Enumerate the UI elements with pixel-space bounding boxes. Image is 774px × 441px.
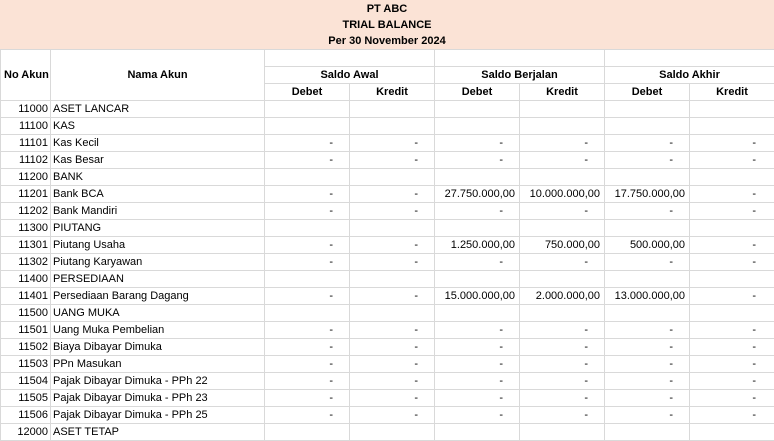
saldo-berjalan-debet-cell[interactable]: -: [435, 339, 520, 356]
saldo-akhir-kredit-cell[interactable]: -: [690, 390, 774, 407]
saldo-berjalan-kredit-cell[interactable]: [520, 220, 605, 237]
saldo-awal-debet-cell[interactable]: [265, 118, 350, 135]
saldo-berjalan-debet-cell[interactable]: -: [435, 322, 520, 339]
saldo-berjalan-debet-cell[interactable]: 1.250.000,00: [435, 237, 520, 254]
saldo-berjalan-kredit-cell[interactable]: [520, 271, 605, 288]
account-name-cell[interactable]: Pajak Dibayar Dimuka - PPh 22: [51, 373, 265, 390]
saldo-berjalan-debet-cell[interactable]: -: [435, 356, 520, 373]
saldo-berjalan-debet-cell[interactable]: [435, 271, 520, 288]
saldo-awal-debet-cell[interactable]: -: [265, 203, 350, 220]
table-row: [1, 356, 774, 373]
saldo-akhir-debet-cell[interactable]: 17.750.000,00: [605, 186, 690, 203]
saldo-akhir-kredit-cell[interactable]: [690, 424, 774, 441]
table-row: [1, 237, 774, 254]
saldo-awal-kredit-cell[interactable]: -: [350, 254, 435, 271]
saldo-akhir-debet-cell[interactable]: [605, 101, 690, 118]
saldo-awal-debet-cell[interactable]: -: [265, 339, 350, 356]
table-row: [1, 339, 774, 356]
account-name-cell[interactable]: PPn Masukan: [51, 356, 265, 373]
saldo-berjalan-debet-cell[interactable]: [435, 101, 520, 118]
col-kredit[interactable]: Kredit: [350, 84, 435, 101]
saldo-berjalan-kredit-cell[interactable]: [520, 101, 605, 118]
table-row: [1, 152, 774, 169]
col-debet[interactable]: Debet: [435, 84, 520, 101]
table-row: [1, 186, 774, 203]
table-row: [1, 288, 774, 305]
table-row: [1, 220, 774, 237]
saldo-awal-debet-cell[interactable]: -: [265, 390, 350, 407]
saldo-awal-debet-cell[interactable]: -: [265, 288, 350, 305]
account-name-cell[interactable]: Piutang Usaha: [51, 237, 265, 254]
table-row: [1, 390, 774, 407]
saldo-awal-debet-cell[interactable]: -: [265, 373, 350, 390]
saldo-akhir-kredit-cell[interactable]: [690, 220, 774, 237]
account-name-cell[interactable]: Kas Kecil: [51, 135, 265, 152]
saldo-berjalan-kredit-cell[interactable]: 2.000.000,00: [520, 288, 605, 305]
saldo-awal-kredit-cell[interactable]: -: [350, 407, 435, 424]
account-number-cell[interactable]: 11401: [1, 288, 51, 305]
saldo-awal-debet-cell[interactable]: -: [265, 407, 350, 424]
table-body: [1, 101, 774, 441]
saldo-awal-kredit-cell[interactable]: -: [350, 322, 435, 339]
saldo-awal-kredit-cell[interactable]: -: [350, 288, 435, 305]
account-number-cell[interactable]: 11200: [1, 169, 51, 186]
account-number-cell[interactable]: 11501: [1, 322, 51, 339]
saldo-awal-debet-cell[interactable]: -: [265, 135, 350, 152]
saldo-awal-debet-cell[interactable]: -: [265, 152, 350, 169]
saldo-akhir-debet-cell[interactable]: -: [605, 356, 690, 373]
table-row: [1, 373, 774, 390]
saldo-berjalan-kredit-cell[interactable]: 750.000,00: [520, 237, 605, 254]
saldo-berjalan-debet-cell[interactable]: [435, 220, 520, 237]
saldo-akhir-debet-cell[interactable]: -: [605, 203, 690, 220]
saldo-berjalan-kredit-cell[interactable]: [520, 118, 605, 135]
saldo-awal-debet-cell[interactable]: -: [265, 322, 350, 339]
report-period: Per 30 November 2024: [328, 33, 445, 49]
saldo-awal-kredit-cell[interactable]: -: [350, 186, 435, 203]
account-number-cell[interactable]: 11101: [1, 135, 51, 152]
account-number-cell[interactable]: 11504: [1, 373, 51, 390]
saldo-akhir-debet-cell[interactable]: [605, 424, 690, 441]
account-name-cell[interactable]: Persediaan Barang Dagang: [51, 288, 265, 305]
saldo-akhir-kredit-cell[interactable]: -: [690, 322, 774, 339]
report-name: TRIAL BALANCE: [342, 17, 431, 33]
account-number-cell[interactable]: 11102: [1, 152, 51, 169]
saldo-berjalan-debet-cell[interactable]: 15.000.000,00: [435, 288, 520, 305]
saldo-akhir-kredit-cell[interactable]: [690, 118, 774, 135]
saldo-akhir-debet-cell[interactable]: 13.000.000,00: [605, 288, 690, 305]
col-debet[interactable]: Debet: [265, 84, 350, 101]
account-number-cell[interactable]: 11400: [1, 271, 51, 288]
saldo-akhir-debet-cell[interactable]: [605, 118, 690, 135]
saldo-akhir-kredit-cell[interactable]: -: [690, 152, 774, 169]
table-row: [1, 254, 774, 271]
saldo-awal-kredit-cell[interactable]: [350, 305, 435, 322]
saldo-akhir-kredit-cell[interactable]: [690, 169, 774, 186]
saldo-awal-debet-cell[interactable]: [265, 101, 350, 118]
saldo-berjalan-debet-cell[interactable]: [435, 424, 520, 441]
account-number-cell[interactable]: 11301: [1, 237, 51, 254]
saldo-akhir-debet-cell[interactable]: -: [605, 135, 690, 152]
saldo-awal-kredit-cell[interactable]: -: [350, 356, 435, 373]
account-name-cell[interactable]: Biaya Dibayar Dimuka: [51, 339, 265, 356]
saldo-berjalan-kredit-cell[interactable]: -: [520, 356, 605, 373]
col-kredit[interactable]: Kredit: [690, 84, 774, 101]
account-name-cell[interactable]: PIUTANG: [51, 220, 265, 237]
saldo-berjalan-debet-cell[interactable]: -: [435, 407, 520, 424]
header-spacer-cell[interactable]: [265, 50, 435, 67]
account-name-cell[interactable]: Bank Mandiri: [51, 203, 265, 220]
header-spacer-cell[interactable]: [605, 50, 774, 67]
saldo-akhir-kredit-cell[interactable]: -: [690, 135, 774, 152]
account-name-cell[interactable]: UANG MUKA: [51, 305, 265, 322]
table-row: [1, 203, 774, 220]
saldo-berjalan-kredit-cell[interactable]: [520, 305, 605, 322]
saldo-awal-kredit-cell[interactable]: -: [350, 203, 435, 220]
saldo-berjalan-kredit-cell[interactable]: -: [520, 152, 605, 169]
header-spacer-cell[interactable]: [51, 50, 265, 101]
saldo-akhir-debet-cell[interactable]: [605, 305, 690, 322]
saldo-akhir-debet-cell[interactable]: 500.000,00: [605, 237, 690, 254]
saldo-awal-kredit-cell[interactable]: -: [350, 237, 435, 254]
saldo-berjalan-kredit-cell[interactable]: -: [520, 203, 605, 220]
account-number-cell[interactable]: 11506: [1, 407, 51, 424]
col-group-saldo-berjalan[interactable]: Saldo Berjalan: [435, 67, 605, 84]
saldo-berjalan-debet-cell[interactable]: -: [435, 254, 520, 271]
header-spacer-cell[interactable]: [1, 50, 51, 101]
table-row: [1, 407, 774, 424]
saldo-berjalan-debet-cell[interactable]: -: [435, 152, 520, 169]
table-row: [1, 322, 774, 339]
table-row: [1, 424, 774, 441]
saldo-akhir-debet-cell[interactable]: -: [605, 152, 690, 169]
table-row: [1, 118, 774, 135]
saldo-akhir-kredit-cell[interactable]: -: [690, 356, 774, 373]
saldo-berjalan-debet-cell[interactable]: [435, 305, 520, 322]
saldo-akhir-kredit-cell[interactable]: [690, 271, 774, 288]
report-title-block: [0, 0, 774, 49]
account-name-cell[interactable]: BANK: [51, 169, 265, 186]
table-row: [1, 101, 774, 118]
account-name-cell[interactable]: PERSEDIAAN: [51, 271, 265, 288]
saldo-awal-debet-cell[interactable]: -: [265, 254, 350, 271]
account-number-cell[interactable]: 11505: [1, 390, 51, 407]
saldo-awal-kredit-cell[interactable]: [350, 424, 435, 441]
saldo-awal-kredit-cell[interactable]: -: [350, 152, 435, 169]
company-name: PT ABC: [367, 1, 408, 17]
table-row: [1, 169, 774, 186]
saldo-akhir-debet-cell[interactable]: -: [605, 339, 690, 356]
saldo-awal-debet-cell[interactable]: [265, 271, 350, 288]
saldo-akhir-kredit-cell[interactable]: -: [690, 203, 774, 220]
saldo-berjalan-kredit-cell[interactable]: 10.000.000,00: [520, 186, 605, 203]
account-number-cell[interactable]: 11202: [1, 203, 51, 220]
account-name-cell[interactable]: Uang Muka Pembelian: [51, 322, 265, 339]
account-number-cell[interactable]: 11503: [1, 356, 51, 373]
account-number-cell[interactable]: 12000: [1, 424, 51, 441]
saldo-akhir-kredit-cell[interactable]: -: [690, 288, 774, 305]
saldo-awal-kredit-cell[interactable]: [350, 220, 435, 237]
saldo-awal-kredit-cell[interactable]: [350, 169, 435, 186]
account-number-cell[interactable]: 11000: [1, 101, 51, 118]
saldo-awal-debet-cell[interactable]: [265, 169, 350, 186]
col-nama-akun: Nama Akun: [127, 69, 187, 81]
saldo-berjalan-kredit-cell[interactable]: [520, 169, 605, 186]
col-debet[interactable]: Debet: [605, 84, 690, 101]
saldo-awal-kredit-cell[interactable]: -: [350, 339, 435, 356]
saldo-awal-kredit-cell[interactable]: -: [350, 390, 435, 407]
saldo-akhir-kredit-cell[interactable]: -: [690, 339, 774, 356]
saldo-awal-debet-cell[interactable]: [265, 220, 350, 237]
saldo-berjalan-debet-cell[interactable]: [435, 169, 520, 186]
saldo-awal-kredit-cell[interactable]: [350, 101, 435, 118]
saldo-berjalan-debet-cell[interactable]: [435, 118, 520, 135]
header-spacer-row: [1, 50, 774, 67]
saldo-berjalan-kredit-cell[interactable]: -: [520, 407, 605, 424]
saldo-berjalan-debet-cell[interactable]: -: [435, 135, 520, 152]
saldo-awal-kredit-cell[interactable]: [350, 118, 435, 135]
saldo-akhir-kredit-cell[interactable]: [690, 101, 774, 118]
saldo-berjalan-kredit-cell[interactable]: [520, 424, 605, 441]
saldo-awal-debet-cell[interactable]: -: [265, 186, 350, 203]
saldo-berjalan-debet-cell[interactable]: -: [435, 373, 520, 390]
saldo-akhir-debet-cell[interactable]: [605, 169, 690, 186]
saldo-akhir-kredit-cell[interactable]: -: [690, 254, 774, 271]
trial-balance-table: [0, 49, 774, 441]
account-name-cell[interactable]: Kas Besar: [51, 152, 265, 169]
header-spacer-cell[interactable]: [435, 50, 605, 67]
saldo-akhir-kredit-cell[interactable]: -: [690, 186, 774, 203]
saldo-akhir-kredit-cell[interactable]: -: [690, 407, 774, 424]
saldo-awal-debet-cell[interactable]: [265, 424, 350, 441]
col-kredit[interactable]: Kredit: [520, 84, 605, 101]
saldo-akhir-debet-cell[interactable]: -: [605, 322, 690, 339]
account-number-cell[interactable]: 11100: [1, 118, 51, 135]
saldo-awal-debet-cell[interactable]: -: [265, 356, 350, 373]
saldo-awal-debet-cell[interactable]: [265, 305, 350, 322]
col-group-saldo-akhir[interactable]: Saldo Akhir: [605, 67, 774, 84]
saldo-awal-kredit-cell[interactable]: -: [350, 135, 435, 152]
saldo-awal-kredit-cell[interactable]: [350, 271, 435, 288]
table-row: [1, 135, 774, 152]
col-no-akun: No Akun: [4, 69, 49, 81]
saldo-akhir-kredit-cell[interactable]: -: [690, 237, 774, 254]
saldo-akhir-kredit-cell[interactable]: [690, 305, 774, 322]
saldo-akhir-debet-cell[interactable]: -: [605, 390, 690, 407]
saldo-awal-kredit-cell[interactable]: -: [350, 373, 435, 390]
account-number-cell[interactable]: 11502: [1, 339, 51, 356]
saldo-berjalan-kredit-cell[interactable]: -: [520, 373, 605, 390]
account-number-cell[interactable]: 11500: [1, 305, 51, 322]
account-name-cell[interactable]: Bank BCA: [51, 186, 265, 203]
saldo-akhir-debet-cell[interactable]: -: [605, 254, 690, 271]
saldo-berjalan-kredit-cell[interactable]: -: [520, 135, 605, 152]
saldo-berjalan-kredit-cell[interactable]: -: [520, 339, 605, 356]
account-number-cell[interactable]: 11302: [1, 254, 51, 271]
saldo-berjalan-debet-cell[interactable]: -: [435, 390, 520, 407]
saldo-akhir-debet-cell[interactable]: -: [605, 373, 690, 390]
saldo-berjalan-kredit-cell[interactable]: -: [520, 254, 605, 271]
account-number-cell[interactable]: 11300: [1, 220, 51, 237]
saldo-berjalan-kredit-cell[interactable]: -: [520, 390, 605, 407]
table-row: [1, 305, 774, 322]
saldo-berjalan-debet-cell[interactable]: 27.750.000,00: [435, 186, 520, 203]
saldo-awal-debet-cell[interactable]: -: [265, 237, 350, 254]
saldo-berjalan-kredit-cell[interactable]: -: [520, 322, 605, 339]
account-name-cell[interactable]: Piutang Karyawan: [51, 254, 265, 271]
account-name-cell[interactable]: KAS: [51, 118, 265, 135]
saldo-akhir-debet-cell[interactable]: [605, 271, 690, 288]
table-row: [1, 271, 774, 288]
col-group-saldo-awal[interactable]: Saldo Awal: [265, 67, 435, 84]
saldo-berjalan-debet-cell[interactable]: -: [435, 203, 520, 220]
saldo-akhir-debet-cell[interactable]: -: [605, 407, 690, 424]
account-name-cell[interactable]: Pajak Dibayar Dimuka - PPh 23: [51, 390, 265, 407]
saldo-akhir-debet-cell[interactable]: [605, 220, 690, 237]
account-name-cell[interactable]: Pajak Dibayar Dimuka - PPh 25: [51, 407, 265, 424]
saldo-akhir-kredit-cell[interactable]: -: [690, 373, 774, 390]
account-name-cell[interactable]: ASET LANCAR: [51, 101, 265, 118]
account-number-cell[interactable]: 11201: [1, 186, 51, 203]
account-name-cell[interactable]: ASET TETAP: [51, 424, 265, 441]
